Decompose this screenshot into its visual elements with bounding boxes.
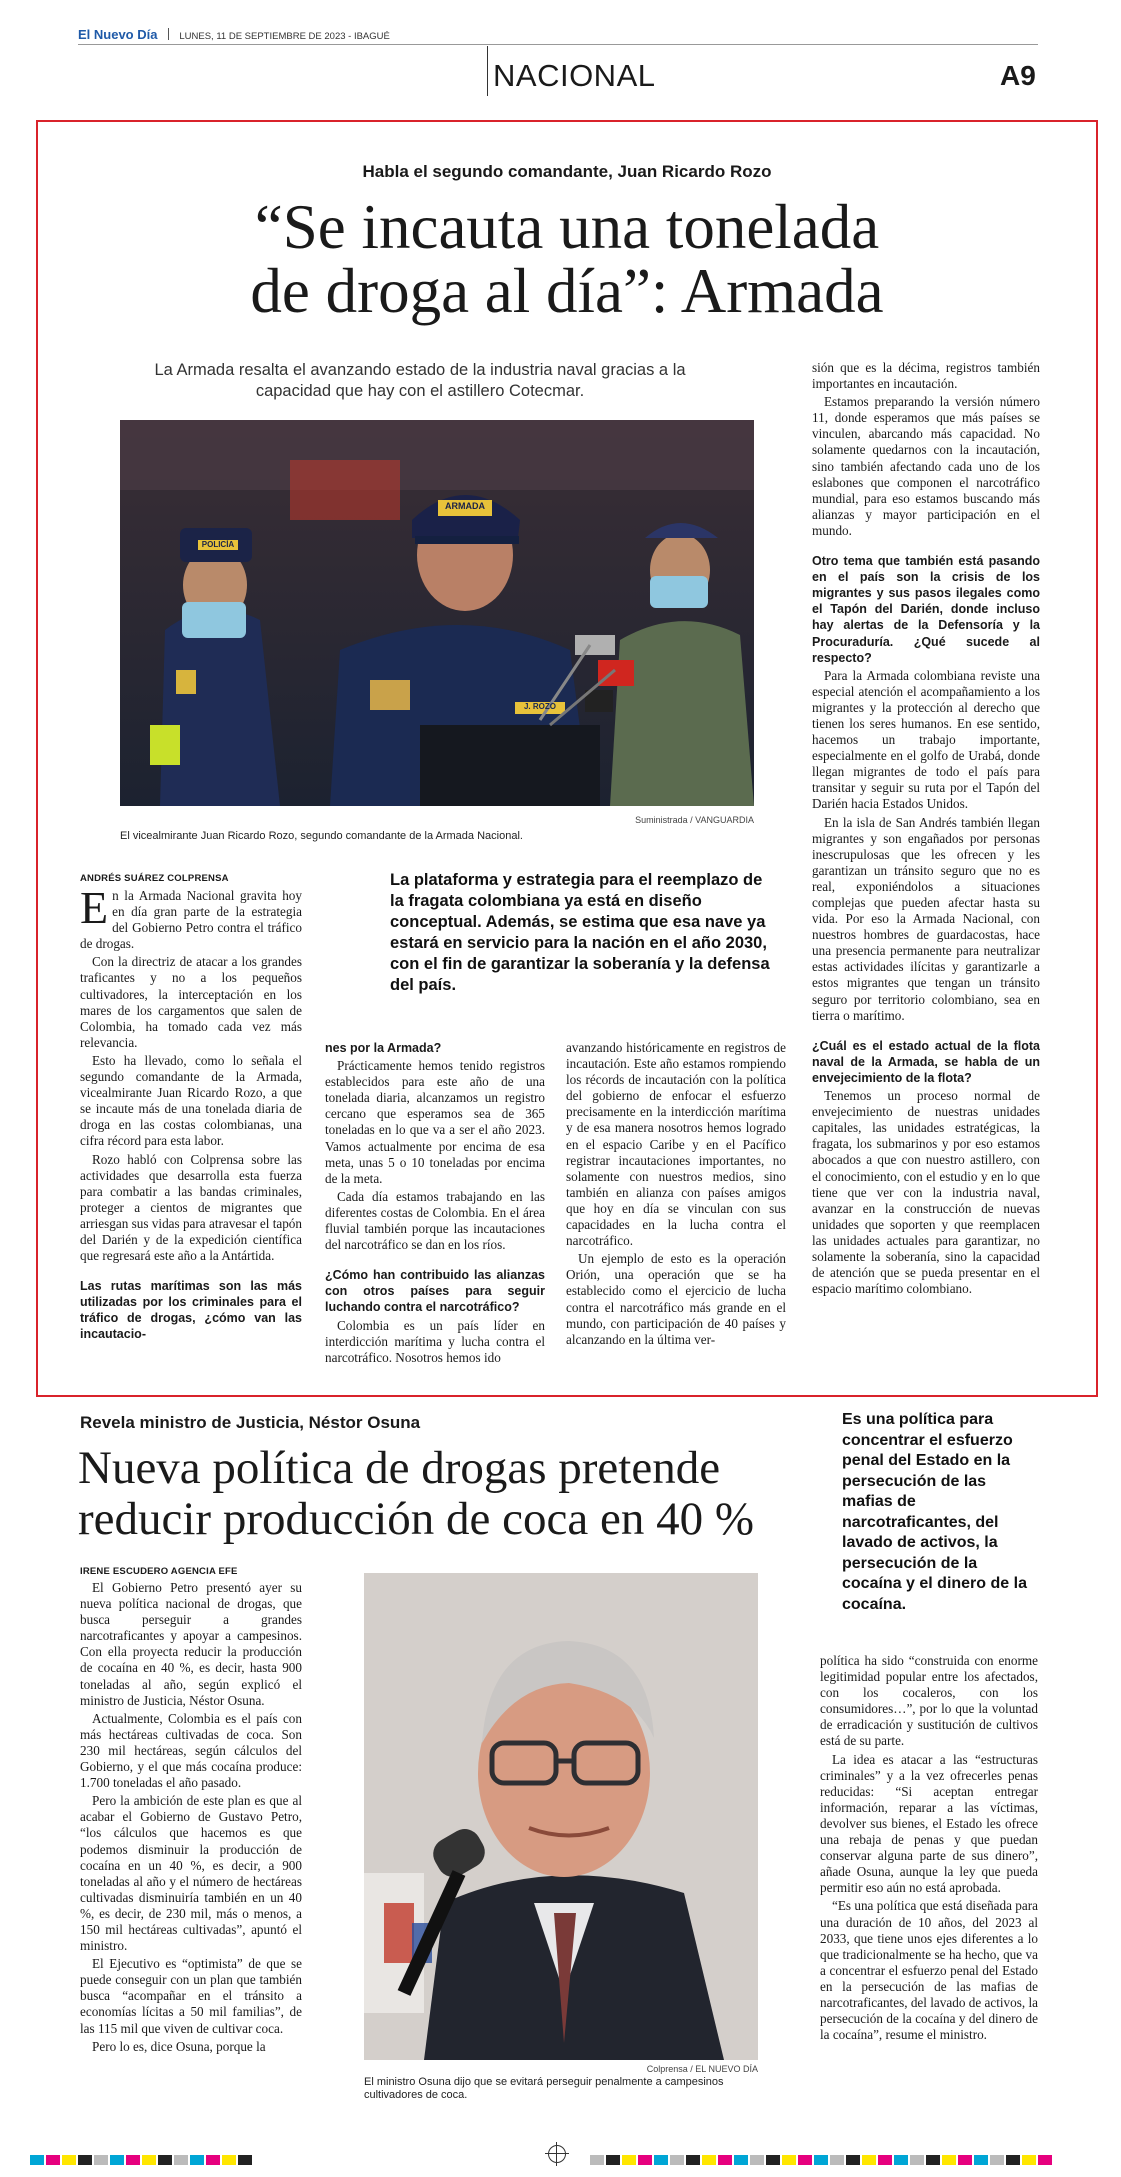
- article1-photo-caption: El vicealmirante Juan Ricardo Rozo, segundo comandante de la Armada Nacional.: [120, 830, 523, 842]
- article1-column-2: nes por la Armada? Prácticamente hemos tenido registros establecidos para este año de una tonelada diaria, alcanzamos un registro cercano que esperamos sea de 365 toneladas en lo que va a ser el año 2023. Vamos actualmente por encima de esa meta, unas 5 o 10 toneladas por encima de la meta. Cada día estamos trabajando en las diferentes costas de Colombia. En el área fluvial también porque las incautaciones del narcotráfico se dan en los ríos. ¿Cómo han contribuido las alianzas con otros países para seguir luchando contra el narcotráfico? Colombia es un país líder en interdicción marítima y lucha contra el narcotráfico. Nosotros hemos ido: [325, 1041, 545, 1365]
- article2-headline: Nueva política de drogas pretende reducir producción de coca en 40 %: [78, 1442, 754, 1545]
- photo-cap-text: ARMADA: [445, 501, 485, 511]
- dropcap: E: [80, 882, 109, 933]
- article1-column-3: avanzando históricamente en registros de incautación. Este año estamos rompiendo los récords de incautación con la política del gobierno de enfocar el esfuerzo precisamente en la interdicción marítima y de esa manera nosotros hemos logrado en el espacio Caribe y en el Pacífico registrar incautaciones importantes, no solamente con nuestros medios, sino también en alianza con países amigos que hoy en día se vinculan con sus capacidades en la lucha contra el narcotráfico. Un ejemplo de esto es la operación Orión, una operación que se ha establecido como el ejercicio de lucha contra el narcotráfico más grande en el mundo, con participación de 40 países y alcanzando en la última ver-: [566, 1040, 786, 1347]
- print-color-bar-right: [590, 2150, 1054, 2169]
- section-title: NACIONAL: [493, 58, 656, 93]
- press-conference-illustration: [120, 420, 754, 806]
- article2-column-1: El Gobierno Petro presentó ayer su nueva política nacional de drogas, que busca perseguir a grandes narcotraficantes y apoyar a campesinos. Con ella proyecta reducir la producción de cocaína en 40 %, es decir, hasta 900 toneladas al año, según explicó el ministro de Justicia, Néstor Osuna. Actualmente, Colombia es el país con más hectáreas cultivadas de coca. Son 230 mil hectáreas, según cálculos del Gobierno, y el que más cocaína produce: 1.700 toneladas el año pasado. Pero la ambición de este plan es que al acabar el Gobierno de Gustavo Petro, “los cálculos que hacemos es que podemos disminuir la producción de cocaína en un 40 %, es decir, a 900 toneladas al año y el número de hectáreas cultivadas disminuiría también en un 40 %, es decir, de 230 mil, más o menos, a 150 mil hectáreas cultivadas”, apuntó el ministro. El Ejecutivo es “optimista” de que se puede conseguir con un plan que también busca “acompañar en el tránsito a economías lícitas a 50 mil familias”, de las 115 mil que viven de cultivar coca. Pero lo es, dice Osuna, porque la: [80, 1580, 302, 2054]
- article1-pullquote: La plataforma y estrategia para el reemplazo de la fragata colombiana ya está en diseño conceptual. Además, se estima que esa nave ya estará en servicio para la nación en el año 2030, con el fin de garantizar la soberanía y la defensa del país.: [390, 871, 770, 994]
- article2-column-3: política ha sido “construida con enorme legitimidad popular entre los afectados, con los cocaleros, con los consumidores…”, por lo que la voluntad de erradicación y sustitución de cultivos está de su parte. La idea es atacar a las “estructuras criminales” y a la vez ofrecerles penas reducidas: “Si aceptan entregar información, reparar a las víctimas, devolver sus bienes, el Estado les ofrece una rebaja de penas y que puedan conservar alguna parte de sus dinero”, añade Osuna, aunque la ley que pueda permitir eso aún no está aprobada. “Es una política que está diseñada para una duración de 10 años, del 2023 al 2033, que tiene unos ejes diferentes a lo que tradicionalmente se ha hecho, que va a concentrar el esfuerzo penal del Estado en la persecución de las mafias de narcotraficantes, del lavado de activos, la persecución de la cocaína y del dinero de la cocaína”, resume el ministro.: [820, 1653, 1038, 2043]
- article1-headline-line1: “Se incauta una tonelada: [254, 192, 880, 262]
- article1-photo-credit: Suministrada / VANGUARDIA: [635, 815, 754, 825]
- article1-kicker: Habla el segundo comandante, Juan Ricardo Rozo: [362, 162, 772, 181]
- masthead: [78, 26, 1038, 46]
- article1-byline: ANDRÉS SUÁREZ COLPRENSA: [80, 873, 229, 884]
- newspaper-logo: El Nuevo Día: [78, 27, 158, 42]
- article2-sidebar-quote: Es una política para concentrar el esfuerzo penal del Estado en la persecución de las mafias de narcotraficantes, del lavado de activos, la persecución de la cocaína y el dinero de la cocaína.: [842, 1411, 1027, 1613]
- interview-question: Las rutas marítimas son las más utilizadas por los criminales para el tráfico de drogas, ¿cómo van las incautacio-: [80, 1279, 302, 1342]
- minister-portrait-illustration: [364, 1573, 758, 2060]
- article1-column-1: En la Armada Nacional gravita hoy en día gran parte de la estrategia del Gobierno Petro contra el tráfico de drogas. Con la directriz de atacar a los grandes traficantes y no a los pequeños cultivadores, la interceptación en los mares de los cargamentos que salen de Colombia, ha tomado cada vez más relevancia. Esto ha llevado, como lo señala el segundo comandante de la Armada, vicealmirante Juan Ricardo Rozo, a que se incaute más de una tonelada diaria de droga en las costas colombianas, una cifra récord para esta labor. Rozo habló con Colprensa sobre las actividades que desarrolla esta fuerza para combatir a las bandas criminales, proteger a cientos de migrantes que arriesgan sus vidas para atravesar el tapón del Darién y de la expedición científica que regresará este año a la Antártida. Las rutas marítimas son las más utilizadas por los criminales para el tráfico de drogas, ¿cómo van las incautacio-: [80, 882, 302, 1342]
- article2-photo-credit: Colprensa / EL NUEVO DÍA: [646, 2064, 758, 2074]
- article1-photo: [120, 420, 754, 806]
- article1-headline-line2: de droga al día”: Armada: [250, 256, 884, 326]
- article1-column-4: sión que es la décima, registros también importantes en incautación. Estamos preparando la versión número 11, donde esperamos que más países se vinculen, abarcando más capacidad. No solamente quedarnos con la incautación, sino también afectando cada uno de los eslabones que componen el narcotráfico mundial, para eso estamos buscando más alianzas y mayor participación en el mundo. Otro tema que también está pasando en el país son la crisis de los migrantes y sus pasos ilegales como el Tapón del Darién, donde incluso hay alertas de la Defensoría y la Procuraduría. ¿Qué sucede al respecto? Para la Armada colombiana reviste una especial atención el acompañamiento a los migrantes y la protección al derecho que tienen los seres humanos. En ese sentido, hacemos un trabajo importante, especialmente en el golfo de Urabá, donde llegan migrantes de todo el país para transitar y seguir su ruta por el Tapón del Darién hacia Estados Unidos. En la isla de San Andrés también llegan migrantes y son engañados por personas inescrupulosas que les ofrecen y les garantizan un tránsito seguro que no es real, exponiéndolos a situaciones complejas que pueden afectar hasta su vida. Por eso la Armada Nacional, con nuestros hombres de guardacostas, hace una presencia permanente para neutralizar estas actividades ilícitas y garantizarle a estos migrantes que tengan un tránsito seguro por territorio colombiano, sea en tierra o marítimo. ¿Cuál es el estado actual de la flota naval de la Armada, se habla de un envejecimiento de la flota? Tenemos un proceso normal de envejecimiento de nuestras unidades capitales, las unidades estratégicas, la fragata, los submarinos y por eso estamos abocados a que con nuestro astillero, con el conocimiento, con el estudio y en lo que tiene que ver con la industria naval, avanzar en la construcción de nuevas unidades que soporten y que reemplacen las unidades actuales para garantizar, no solamente la soberanía, sino la capacidad de atención que se pueda presentar en el espacio marítimo colombiano.: [812, 360, 1040, 1297]
- section-divider: [487, 46, 488, 96]
- dateline: LUNES, 11 DE SEPTIEMBRE DE 2023 - IBAGUÉ: [179, 31, 390, 42]
- interview-question: ¿Cómo han contribuido las alianzas con otros países para seguir luchando contra el narcotráfico?: [325, 1268, 545, 1315]
- registration-mark-icon: [548, 2145, 566, 2163]
- article2-photo: [364, 1573, 758, 2060]
- article2-photo-caption: El ministro Osuna dijo que se evitará perseguir penalmente a campesinos cultivadores de coca.: [364, 2076, 724, 2101]
- photo-name-tag: J. ROZO: [523, 702, 556, 711]
- interview-question: Otro tema que también está pasando en el país son la crisis de los migrantes y sus pasos ilegales como el Tapón del Darién, donde incluso hay alertas de la Defensoría y la Procuraduría. ¿Qué sucede al respecto?: [812, 554, 1040, 665]
- article2-kicker: Revela ministro de Justicia, Néstor Osuna: [80, 1413, 421, 1432]
- article1-headline: [36, 192, 1098, 326]
- photo-badge-text: POLICÍA: [201, 540, 235, 549]
- page-number: A9: [1000, 60, 1036, 91]
- masthead-rule: [78, 44, 1038, 45]
- article2-byline: IRENE ESCUDERO AGENCIA EFE: [80, 1566, 238, 1577]
- print-color-bar-left: [30, 2150, 254, 2169]
- interview-question: ¿Cuál es el estado actual de la flota naval de la Armada, se habla de un envejecimiento de la flota?: [812, 1038, 1040, 1085]
- article1-deck: La Armada resalta el avanzando estado de la industria naval gracias a la capacidad que hay con el astillero Cotecmar.: [154, 361, 686, 400]
